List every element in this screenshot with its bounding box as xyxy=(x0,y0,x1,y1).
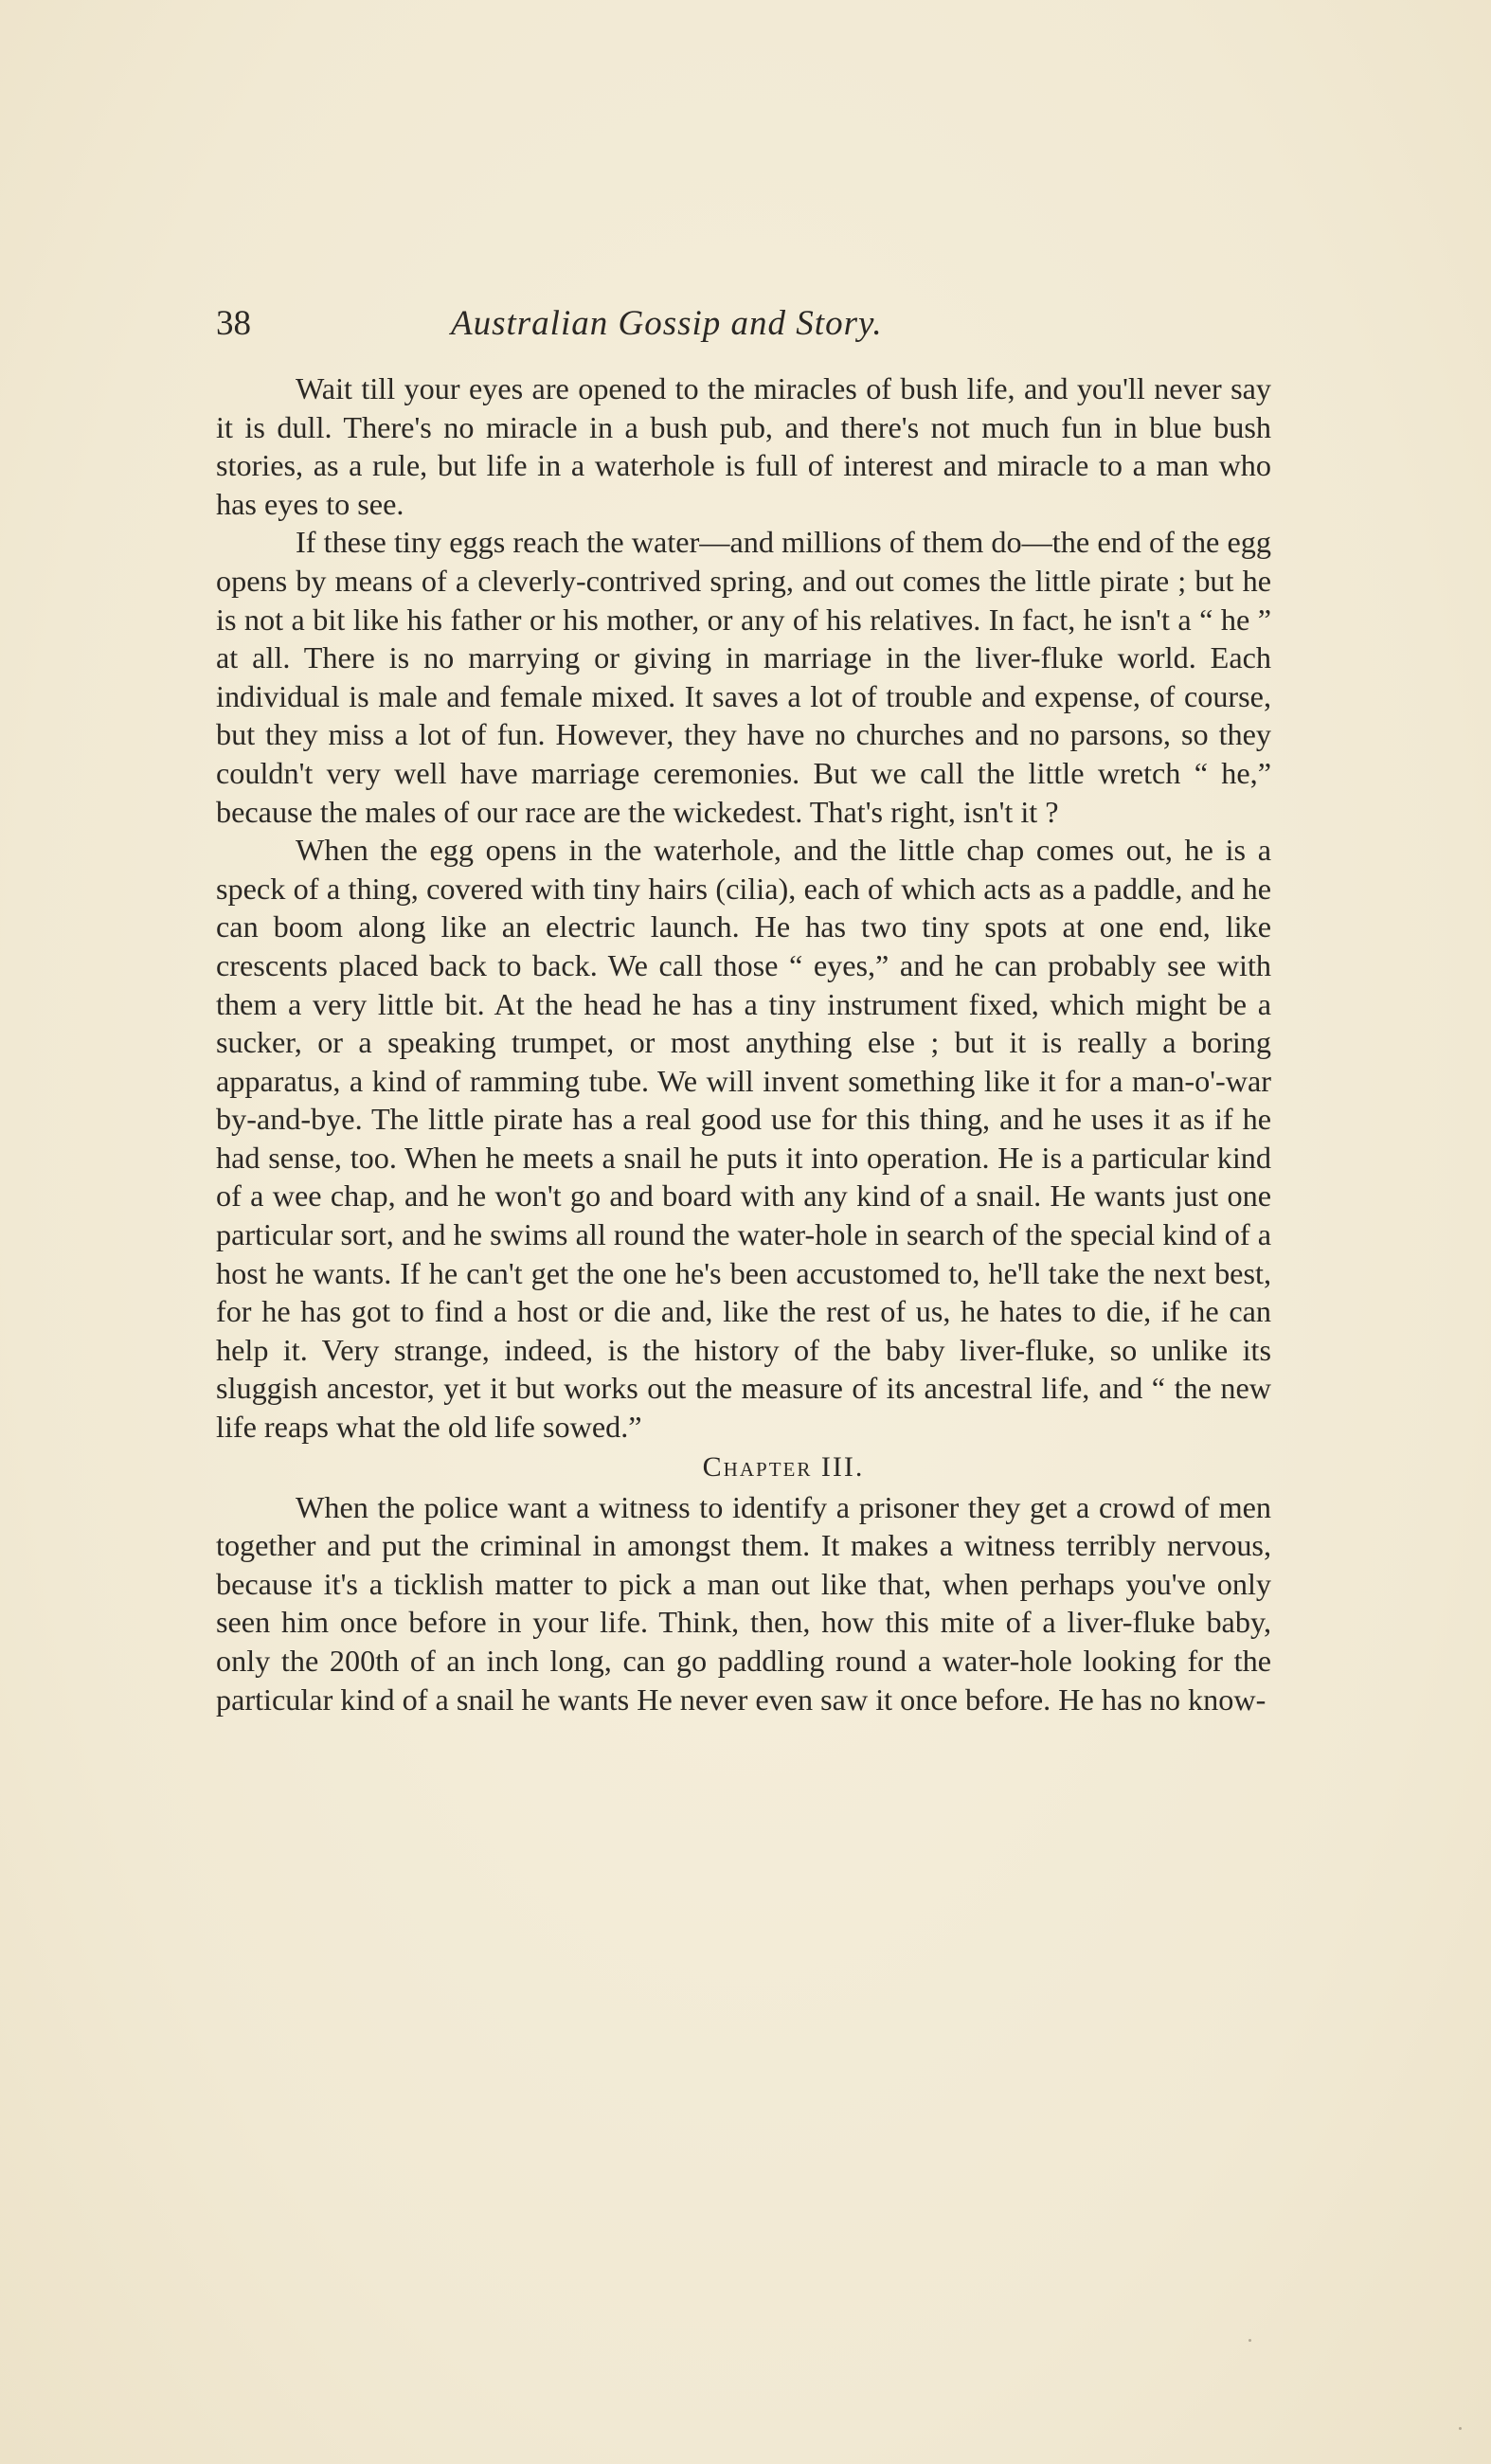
body-text xyxy=(216,369,1271,1718)
paragraph-1: Wait till your eyes are opened to the miracles of bush life, and you'll never say it is dull. There's no miracle in a bush pub, and there's not much fun in blue bush stories, as a rule, but life in a waterhole is full of interest and miracle to a man who has eyes to see. xyxy=(216,371,1271,521)
running-title: Australian Gossip and Story. xyxy=(451,304,883,343)
paragraph-3: When the egg opens in the waterhole, and the little chap comes out, he is a speck of a thing, covered with tiny hairs (cilia), each of which acts as a paddle, and he can boom along like an electric launch. He has two tiny spots at one end, like crescents placed back to back. We call those “ eyes,” and he can probably see with them a very little bit. At the head he has a tiny instrument fixed, which might be a sucker, or a speaking trumpet, or most anything else ; but it is really a boring apparatus, a kind of ramming tube. We will invent something like it for a man-o'-war by-and-bye. The little pirate has a real good use for this thing, and he uses it as if he had sense, too. When he meets a snail he puts it into operation. He is a particular kind of a wee chap, and he won't go and board with any kind of a snail. He wants just one particular sort, and he swims all round the water-hole in search of the special kind of a host he wants. If he can't get the one he's been accustomed to, he'll take the next best, for he has got to find a host or die and, like the rest of us, he hates to die, if he can help it. Very strange, indeed, is the history of the baby liver-fluke, so unlike its sluggish ancestor, yet it but works out the measure of its ancestral life, and “ the new life reaps what the old life sowed.” xyxy=(216,833,1271,1445)
paper-speck xyxy=(1459,2427,1462,2430)
page-number: 38 xyxy=(216,304,251,343)
paragraph-2: If these tiny eggs reach the water—and millions of them do—the end of the egg opens by means of a cleverly-contrived spring, and out comes the little pirate ; but he is not a bit like his father or his mother, or any of his relatives. In fact, he isn't a “ he ” at all. There is no marrying or giving in marriage in the liver-fluke world. Each individual is male and female mixed. It saves a lot of trouble and expense, of course, but they miss a lot of fun. However, they have no churches and no parsons, so they couldn't very well have marriage ceremonies. But we call the little wretch “ he,” because the males of our race are the wickedest. That's right, isn't it ? xyxy=(216,525,1271,829)
chapter-paragraph-1: When the police want a witness to identify a prisoner they get a crowd of men together and put the criminal in amongst them. It makes a witness terribly nervous, because it's a ticklish matter to pick a man out like that, when perhaps you've only seen him once before in your life. Think, then, how this mite of a liver-fluke baby, only the 200th of an inch long, can go paddling round a water-hole looking for the particular kind of a snail he wants He never even saw it once before. He has no know- xyxy=(216,1489,1271,1717)
paper-speck xyxy=(1248,2339,1251,2342)
chapter-heading: Chapter III. xyxy=(702,1450,865,1483)
page-header xyxy=(216,301,1012,347)
